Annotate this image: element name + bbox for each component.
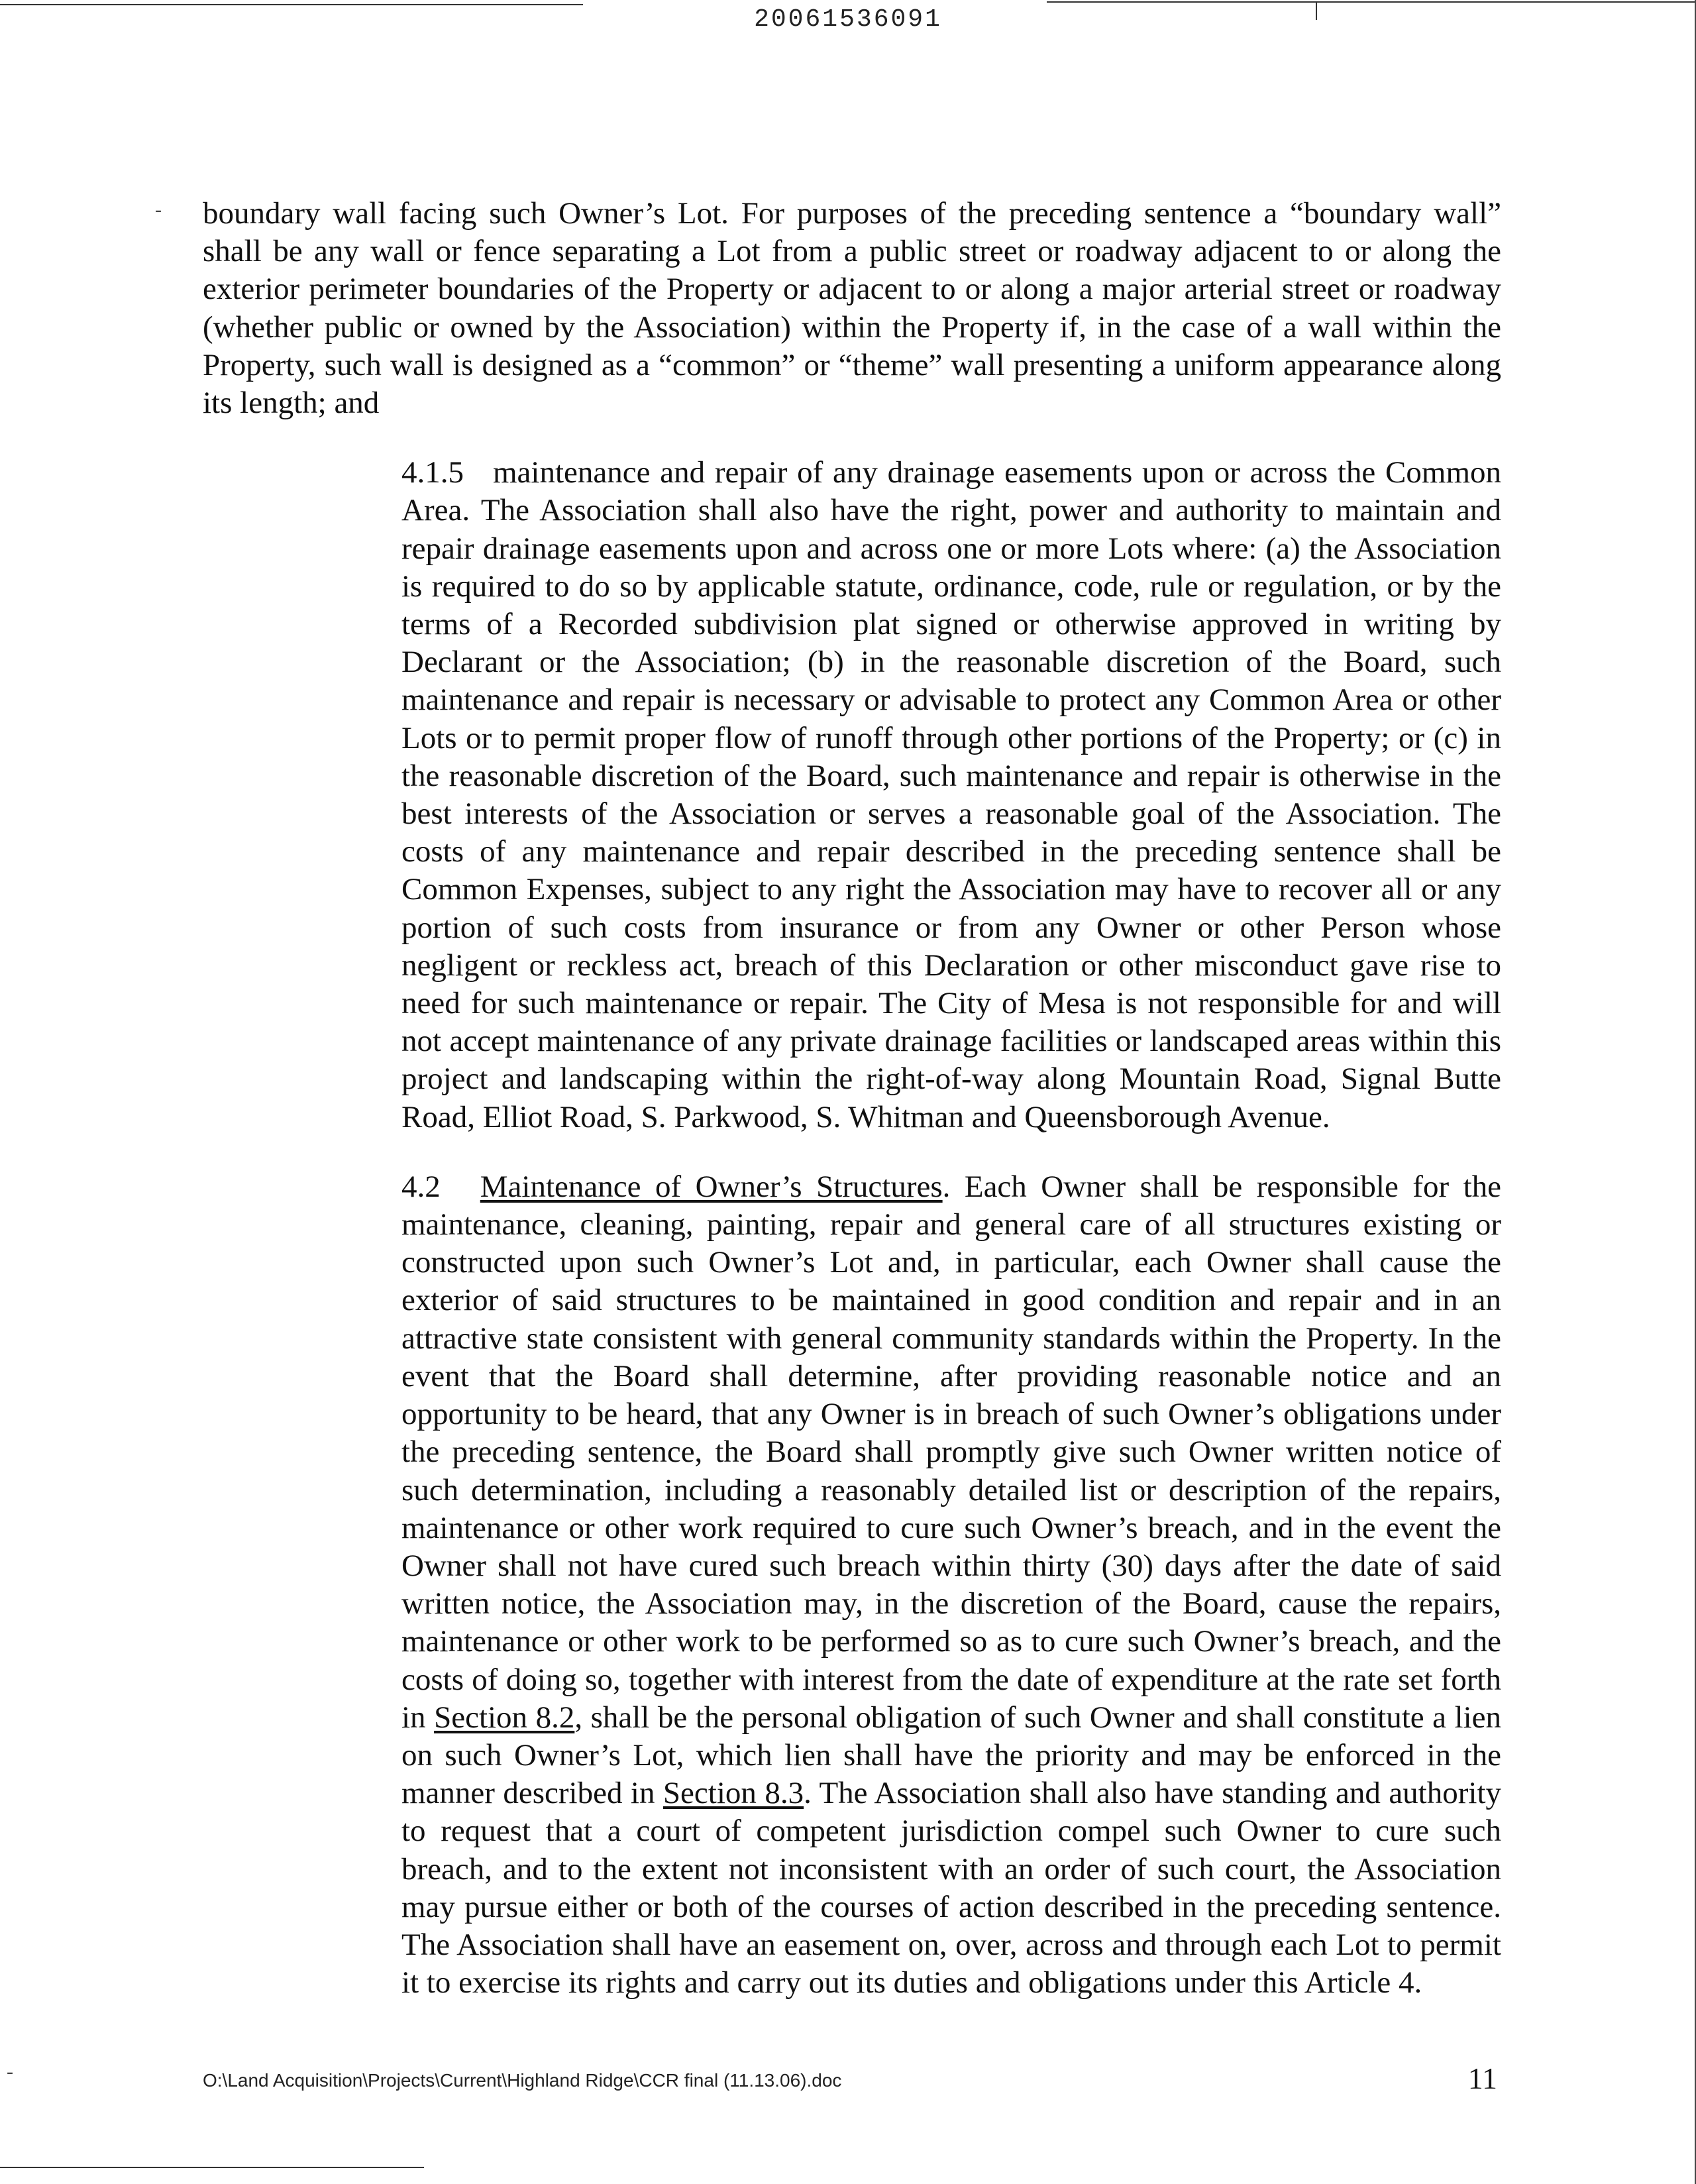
paragraph-4-2 xyxy=(203,1168,1501,2002)
scan-speck: - xyxy=(7,2061,13,2083)
top-rule-right xyxy=(1047,1,1696,3)
page-number: 11 xyxy=(1467,2061,1497,2095)
section-number: 4.2 xyxy=(401,1169,441,1204)
paragraph-4-1-5 xyxy=(203,454,1501,1136)
paragraph-text: . Each Owner shall be responsible for the maintenance, cleaning, painting, repair and general care of all structures existing or constructed upon such Owner’s Lot and, in particular, each Owner shall cause the exterior of said structures to be maintained in good condition and repair and in an attractive state consistent with general community standards within the Property. In the event that the Board shall determine, after providing reasonable notice and an opportunity to be heard, that any Owner is in breach of such Owner’s obligations under the preceding sentence, the Board shall promptly give such Owner written notice of such determination, including a reasonably detailed list or description of the repairs, maintenance or other work required to cure such Owner’s breach, and in the event the Owner shall not have cured such breach within thirty (30) days after the date of said written notice, the Association may, in the discretion of the Board, cause the repairs, maintenance or other work to be performed so as to cure such Owner’s breach, and the costs of doing so, together with interest from the date of expenditure at the rate set forth in xyxy=(401,1169,1502,1735)
section-reference: Section 8.3 xyxy=(662,1776,804,1811)
section-heading: Maintenance of Owner’s Structures xyxy=(480,1169,943,1204)
paragraph-text: . The Association shall also have standing and authority to request that a court of competent jurisdiction compel such Owner to cure such breach, and to the extent not inconsistent with an order of such court, the Association may pursue either or both of the courses of action described in the preceding sentence. The Association shall have an easement on, over, across and through each Lot to permit it to exercise its rights and carry out its duties and obligations under this Article 4. xyxy=(401,1776,1502,2000)
document-body xyxy=(203,195,1501,2034)
paragraph-continuation: boundary wall facing such Owner’s Lot. For purposes of the preceding sentence a “boundary wall” shall be any wall or fence separating a Lot from a public street or roadway adjacent to or along the exterior perimeter boundaries of the Property or adjacent to or along a major arterial street or roadway (whether public or owned by the Association) within the Property if, in the case of a wall within the Property, such wall is designed as a “common” or “theme” wall presenting a uniform appearance along its length; and xyxy=(203,196,1501,421)
section-number: 4.1.5 xyxy=(401,455,464,490)
scan-speck: - xyxy=(155,199,162,221)
section-reference: Section 8.2 xyxy=(434,1700,575,1735)
paragraph-text: , shall be the personal obligation of such Owner and shall constitute a lien on such Owner’s Lot, which lien shall have the priority and may be enforced in the manner described in xyxy=(401,1700,1501,1811)
bottom-rule-left xyxy=(0,2167,424,2168)
footer-file-path: O:\Land Acquisition\Projects\Current\Highland Ridge\CCR final (11.13.06).doc xyxy=(203,2070,842,2091)
document-number: 20061536091 xyxy=(754,5,942,34)
paragraph-text: maintenance and repair of any drainage easements upon or across the Common Area. The Association shall also have the right, power and authority to maintain and repair drainage easements upon and across one or more Lots where: (a) the Association is required to do so by applicable statute, ordinance, code, rule or regulation, or by the terms of a Recorded subdivision plat signed or otherwise approved in writing by Declarant or the Association; (b) in the reasonable discretion of the Board, such maintenance and repair is necessary or advisable to protect any Common Area or other Lots or to permit proper flow of runoff through other portions of the Property; or (c) in the reasonable discretion of the Board, such maintenance and repair is otherwise in the best interests of the Association or serves a reasonable goal of the Association. The costs of any maintenance and repair described in the preceding sentence shall be Common Expenses, subject to any right the Association may have to recover all or any portion of such costs from insurance or from any Owner or other Person whose negligent or reckless act, breach of this Declaration or other misconduct gave rise to need for such maintenance or repair. The City of Mesa is not responsible for and will not accept maintenance of any private drainage facilities or landscaped areas within this project and landscaping within the right-of-way along Mountain Road, Signal Butte Road, Elliot Road, S. Parkwood, S. Whitman and Queensborough Avenue. xyxy=(401,455,1501,1134)
